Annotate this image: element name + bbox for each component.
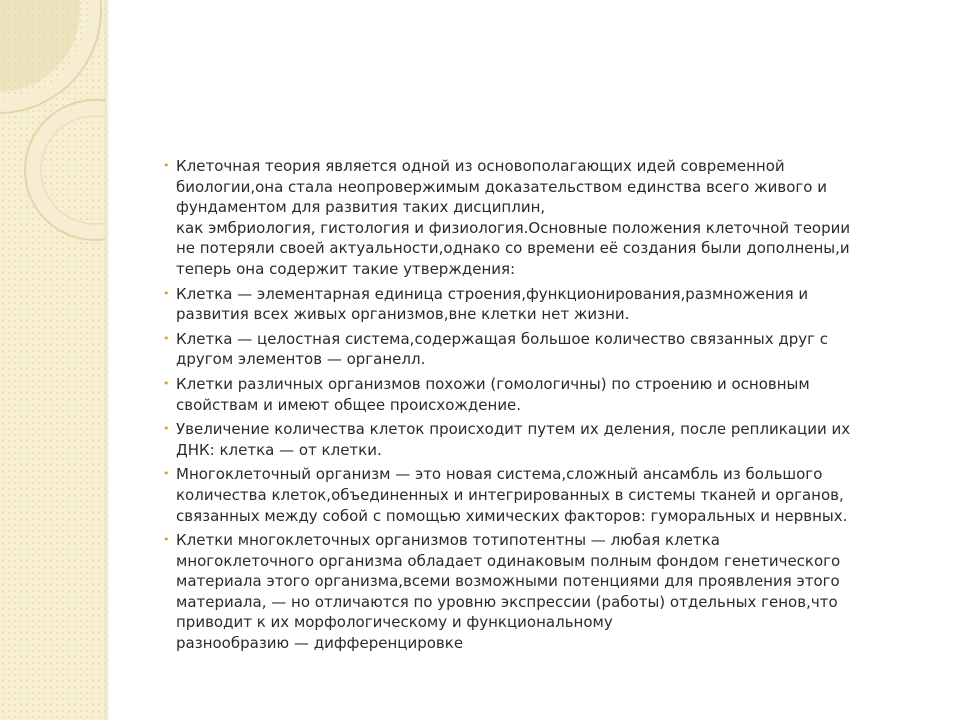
bullet-marker-icon: • <box>163 286 170 300</box>
bullet-item-4 <box>163 374 933 415</box>
bullet-text: Клетки многоклеточных организмов тотипотентны — любая клетка многоклеточного организма обладает одинаковым полным фондом генетического материала этого организма,всеми возможными потенциями для проявления этого материала, — но отличаются по уровню экспрессии (работы) отдельных генов,что приводит к их морфологическому и функциональному разнообразию — дифференцировке <box>176 531 841 653</box>
bullet-text: Клетка — элементарная единица строения,функционирования,размножения и развития всех живых организмов,вне клетки нет жизни. <box>176 284 809 324</box>
bullet-text: Многоклеточный организм — это новая система,сложный ансамбль из большого количества клеток,объединенных и интегрированных в системы тканей и органов, связанных между собой с помощью химических факторов: гуморальных и нервных. <box>176 465 848 525</box>
bullet-marker-icon: • <box>163 422 170 436</box>
bullet-item-6 <box>163 464 933 526</box>
bullet-item-7 <box>163 530 933 654</box>
bullet-item-2 <box>163 284 933 325</box>
bullet-list <box>163 156 933 654</box>
decorative-rings-icon <box>0 0 105 300</box>
bullet-item-3 <box>163 329 933 370</box>
bullet-text: Клетка — целостная система,содержащая большое количество связанных друг с другом элементов — органелл. <box>176 329 829 369</box>
panel-edge <box>105 0 110 720</box>
bullet-marker-icon: • <box>163 159 170 172</box>
bullet-marker-icon: • <box>163 376 170 390</box>
bullet-text: Клеточная теория является одной из основополагающих идей современной биологии,она стала неопровержимым доказательством единства всего живого и фундаментом для развития таких дисциплин, как эмбриология, гистология и физиология.Основные положения клеточной теории не потеряли своей актуальности,однако со времени её создания были дополнены,и теперь она содержит такие утверждения: <box>176 157 851 278</box>
bullet-text: Увеличение количества клеток происходит путем их деления, после репликации их ДНК: клетка — от клетки. <box>176 420 851 459</box>
middle-ring <box>33 108 105 232</box>
bullet-item-5 <box>163 419 933 460</box>
bullet-item-1 <box>163 156 933 280</box>
bullet-marker-icon: • <box>163 467 170 481</box>
decorative-side-panel <box>0 0 105 720</box>
bullet-marker-icon: • <box>163 331 170 345</box>
bullet-marker-icon: • <box>163 533 170 547</box>
slide-content <box>163 156 933 658</box>
bullet-text: Клетки различных организмов похожи (гомологичны) по строению и основным свойствам и имеют общее происхождение. <box>176 374 810 414</box>
